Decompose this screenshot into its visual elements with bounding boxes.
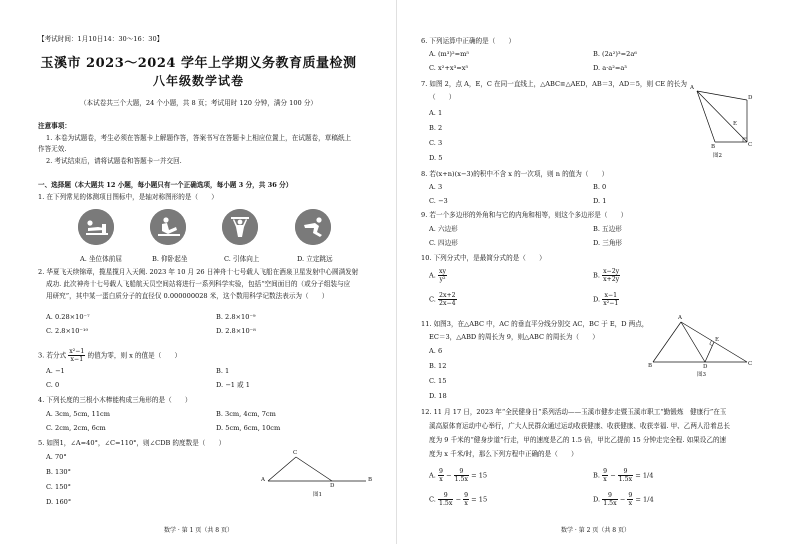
fig1-label-d: D (330, 483, 335, 489)
question-11: 11. 如图3，在△ABC 中，AC 的垂直平分线分别交 AC，BC 于 E，D 两点， (421, 320, 649, 328)
note-1-cont: 作答无效. (38, 145, 67, 153)
question-3 (38, 348, 181, 363)
page-2 (397, 0, 794, 544)
page-2-footer: 数学 · 第 2 页（共 8 页） (561, 527, 630, 534)
q3-option-c: C. 0 (46, 381, 60, 389)
q12-d-t1-den: 1.5x (603, 500, 617, 507)
page-1-footer: 数学 · 第 1 页（共 8 页） (164, 527, 233, 534)
q12-c-label: C. (429, 495, 436, 504)
q10-c-denominator: 2x−4 (439, 300, 456, 307)
question-12-line-4: 度为 x 千米/时，那么下列方程中正确的是（ ） (429, 450, 578, 458)
fig1-label-c: C (293, 450, 298, 456)
fig2-caption: 图2 (713, 153, 722, 159)
q12-b-label: B. (593, 471, 600, 480)
fig3-label-c: C (748, 361, 753, 367)
q12-c-t2-den: x (464, 500, 468, 507)
q12-a-label: A. (429, 471, 436, 480)
q10-d-label: D. (593, 295, 601, 304)
q12-c-t2-num: 9 (464, 492, 469, 499)
q12-b-t1-den: x (603, 476, 607, 483)
fig3-label-a: A (678, 315, 682, 321)
fig2-label-c: C (748, 142, 753, 148)
q2-option-c: C. 2.8×10⁻¹⁰ (46, 327, 89, 335)
q6-option-d: D. a·a²=a³ (593, 64, 627, 72)
q5-option-c: C. 150° (46, 483, 71, 491)
q9-option-b: B. 五边形 (593, 225, 622, 233)
q10-b-numerator: x−2y (603, 268, 620, 275)
q7-option-b: B. 2 (429, 124, 443, 132)
q6-option-b: B. (2a²)³=2a⁶ (593, 50, 637, 58)
question-12: 12. 11 月 17 日，2023 年“全民健身日”系列活动——玉溪市健步走暨玉溪市职工“勤锻炼 健康行”在玉 (421, 408, 727, 416)
figure-3 (647, 316, 759, 378)
q12-option-a: A. $\frac{9}{x}$ − $\frac{9}{1.5x}$ = 15 (429, 468, 488, 483)
q7-option-d: D. 5 (429, 154, 443, 162)
section-1-heading: 一、选择题（本大题共 12 小题，每小题只有一个正确选项，每小题 3 分，共 36 分） (38, 181, 293, 189)
q12-c-t1-den: 1.5x (439, 500, 453, 507)
q12-option-c: C. $\frac{9}{1.5x}$ − $\frac{9}{x}$ = 15 (429, 492, 488, 507)
q12-a-t1-num: 9 (438, 468, 443, 475)
q12-c-term-1 (438, 492, 453, 507)
fig3-label-e: E (715, 337, 720, 343)
fig3-label-d: D (703, 364, 708, 370)
exam-time: 【考试时间：1月10日14：30～16：30】 (38, 35, 164, 43)
q7-option-c: C. 3 (429, 139, 443, 147)
q12-b-t2-den: 1.5x (618, 476, 633, 483)
q12-a-t1-den: x (439, 476, 443, 483)
q3-fraction (68, 348, 85, 363)
q10-d-fraction (602, 292, 619, 307)
q9-option-d: D. 三角形 (593, 239, 623, 247)
q3-prefix: 3. 若分式 (38, 351, 67, 360)
question-2: 2. 华夏飞天续锦章，揽星揽月入天阙. 2023 年 10 月 26 日神舟十七号载人飞船在酒泉卫星发射中心圆满发射 (38, 268, 359, 276)
q3-option-b: B. 1 (216, 367, 230, 375)
paper-info: （本试卷共三个大题，24 个小题，共 8 页；考试用时 120 分钟，满分 100 分） (79, 99, 318, 107)
question-5: 5. 如图1，∠A=40°，∠C=110°，则∠CDB 的度数是（ ） (38, 439, 226, 447)
q2-option-a: A. 0.28×10⁻⁷ (46, 313, 90, 321)
q12-d-term-2 (627, 492, 633, 507)
exam-subtitle: 八年级数学试卷 (152, 74, 244, 88)
q10-c-fraction (438, 292, 457, 307)
q6-option-a: A. (m³)²=m⁵ (429, 50, 470, 58)
question-9: 9. 若一个多边形的外角和与它的内角和相等，则这个多边形是（ ） (421, 211, 628, 219)
q10-option-c (429, 292, 457, 307)
q10-a-numerator: xy (438, 268, 446, 275)
fig1-label-b: B (368, 477, 373, 483)
exam-title: 玉溪市 2023～2024 学年上学期义务教育质量检测 (40, 56, 357, 71)
q2-option-d: D. 2.8×10⁻⁸ (216, 327, 256, 335)
q10-a-label: A. (429, 271, 436, 280)
q12-b-t1-num: 9 (603, 468, 607, 475)
question-2-line-3: 用研究”，其中某一蛋白质分子的直径仅 0.000000028 米，这个数用科学记数法表示为（ ） (46, 292, 329, 300)
q9-option-c: C. 四边形 (429, 239, 458, 247)
q12-d-label: D. (593, 495, 601, 504)
q12-c-t1-num: 9 (438, 492, 453, 500)
q12-b-term-2 (618, 468, 633, 483)
q5-option-a: A. 70° (46, 453, 67, 461)
q1-option-d: D. 立定跳远 (297, 255, 333, 263)
q4-option-d: D. 5cm, 6cm, 10cm (216, 424, 281, 432)
q12-d-t2-num: 9 (628, 492, 633, 499)
q12-a-term-1 (438, 468, 444, 483)
q12-a-rhs: = 15 (471, 471, 488, 480)
notes-heading: 注意事项： (38, 122, 71, 130)
q4-option-b: B. 3cm, 4cm, 7cm (216, 410, 276, 418)
q10-b-fraction (602, 268, 620, 283)
figure-1 (258, 448, 378, 502)
q12-d-t1-num: 9 (602, 492, 617, 500)
q12-b-t2-num: 9 (618, 468, 633, 476)
q12-option-d: D. $\frac{9}{1.5x}$ − $\frac{9}{x}$ = 1/4 (593, 492, 654, 507)
fig1-caption: 图1 (313, 492, 322, 498)
q8-option-d: D. 1 (593, 197, 607, 205)
question-8: 8. 若(x+n)(x−3)的积中不含 x 的一次项，则 n 的值为（ ） (421, 170, 609, 178)
q6-option-c: C. x²+x³=x⁵ (429, 64, 469, 72)
q2-option-b: B. 2.8×10⁻⁹ (216, 313, 256, 321)
q12-a-t2-num: 9 (454, 468, 469, 476)
q10-b-label: B. (593, 271, 600, 280)
q8-option-a: A. 3 (429, 183, 443, 191)
q5-option-d: D. 160° (46, 498, 72, 506)
pull-up-icon (222, 209, 258, 245)
q12-b-term-1 (602, 468, 608, 483)
fig2-label-d: D (748, 95, 753, 101)
q11-option-b: B. 12 (429, 362, 447, 370)
q4-option-a: A. 3cm, 5cm, 11cm (46, 410, 110, 418)
q12-b-rhs: = 1/4 (635, 471, 654, 480)
q12-d-term-1 (602, 492, 617, 507)
standing-long-jump-icon (295, 209, 331, 245)
fig1-label-a: A (261, 477, 265, 483)
figure-2 (689, 86, 757, 164)
q9-option-a: A. 六边形 (429, 225, 458, 233)
question-7: 7. 如图 2，点 A，E，C 在同一直线上，△ABC≌△AED，AB＝3，AD＝5，则 CE 的长为 (421, 80, 687, 88)
q11-option-d: D. 18 (429, 392, 447, 400)
sit-and-reach-icon (78, 209, 114, 245)
q10-a-denominator: y² (439, 276, 446, 283)
question-7-line-2: （ ） (429, 93, 456, 101)
question-1: 1. 在下列常见的体测项目图标中，是轴对称图形的是（ ） (38, 193, 218, 201)
question-12-line-2: 溪高原体育运动中心举行，广大人民群众通过运动收获健康、收获健康、收获幸福. 甲、乙两人沿着总长 (429, 422, 730, 430)
q12-d-t2-den: x (628, 500, 633, 507)
q5-option-b: B. 130° (46, 468, 71, 476)
q10-b-denominator: x+2y (603, 276, 620, 283)
fig2-label-a: A (690, 85, 694, 91)
q8-option-c: C. −3 (429, 197, 448, 205)
q12-c-rhs: = 15 (471, 495, 488, 504)
question-2-line-2: 成功. 此次神舟十七号载人飞船航天员空间站将进行一系列科学实验，包括“空间面目的（或分子组装与应 (46, 280, 351, 288)
fig2-label-b: B (711, 144, 716, 150)
q1-option-b: B. 仰卧起坐 (152, 255, 188, 263)
q3-option-a: A. −1 (46, 367, 65, 375)
note-1: 1. 本卷为试题卷，考生必须在答题卡上解题作答，答案书写在答题卡上相应位置上，在试题卷，草稿纸上 (46, 134, 352, 142)
q12-d-rhs: = 1/4 (635, 495, 654, 504)
fig2-label-e: E (733, 121, 738, 127)
q4-option-c: C. 2cm, 2cm, 6cm (46, 424, 106, 432)
q10-d-denominator: x²−1 (603, 300, 619, 307)
q10-option-b (593, 268, 620, 283)
question-4: 4. 下列长度的三根小木棒能构成三角形的是（ ） (38, 396, 192, 404)
q7-option-a: A. 1 (429, 109, 443, 117)
q10-d-numerator: x−1 (602, 292, 619, 300)
q3-numerator: x²−1 (69, 348, 85, 355)
q11-option-c: C. 15 (429, 377, 447, 385)
q1-option-c: C. 引体向上 (224, 255, 260, 263)
q12-c-term-2 (463, 492, 469, 507)
question-6: 6. 下列运算中正确的是（ ） (421, 37, 516, 45)
q10-a-fraction (438, 268, 447, 283)
q12-a-t2-den: 1.5x (454, 476, 468, 483)
question-11-line-2: EC＝3，△ABD 的周长为 9，则△ABC 的周长为（ ） (429, 333, 599, 341)
q12-a-term-2 (454, 468, 469, 483)
fig3-label-b: B (648, 363, 653, 369)
fig3-caption: 图3 (697, 372, 706, 378)
note-2: 2. 考试结束后，请将试题卷和答题卡一并交回. (46, 157, 182, 165)
sit-up-icon (150, 209, 186, 245)
q3-suffix: 的值为零，则 x 的值是（ ） (87, 351, 182, 360)
question-10: 10. 下列分式中，是最简分式的是（ ） (421, 254, 546, 262)
q10-option-d (593, 292, 619, 307)
q10-c-numerator: 2x+2 (439, 292, 456, 299)
q3-denominator: x−1 (70, 356, 84, 363)
q1-option-a: A. 坐位体前屈 (80, 255, 122, 263)
q8-option-b: B. 0 (593, 183, 607, 191)
q12-option-b: B. $\frac{9}{x}$ − $\frac{9}{1.5x}$ = 1/4 (593, 468, 654, 483)
q3-option-d: D. −1 或 1 (216, 381, 250, 389)
q10-c-label: C. (429, 295, 436, 304)
question-12-line-3: 度为 9 千米的“健身步道”行走，甲的速度是乙的 1.5 倍，甲比乙提前 15 分钟走完全程. 如果设乙的速 (429, 436, 727, 444)
q10-option-a (429, 268, 447, 283)
q11-option-a: A. 6 (429, 347, 443, 355)
